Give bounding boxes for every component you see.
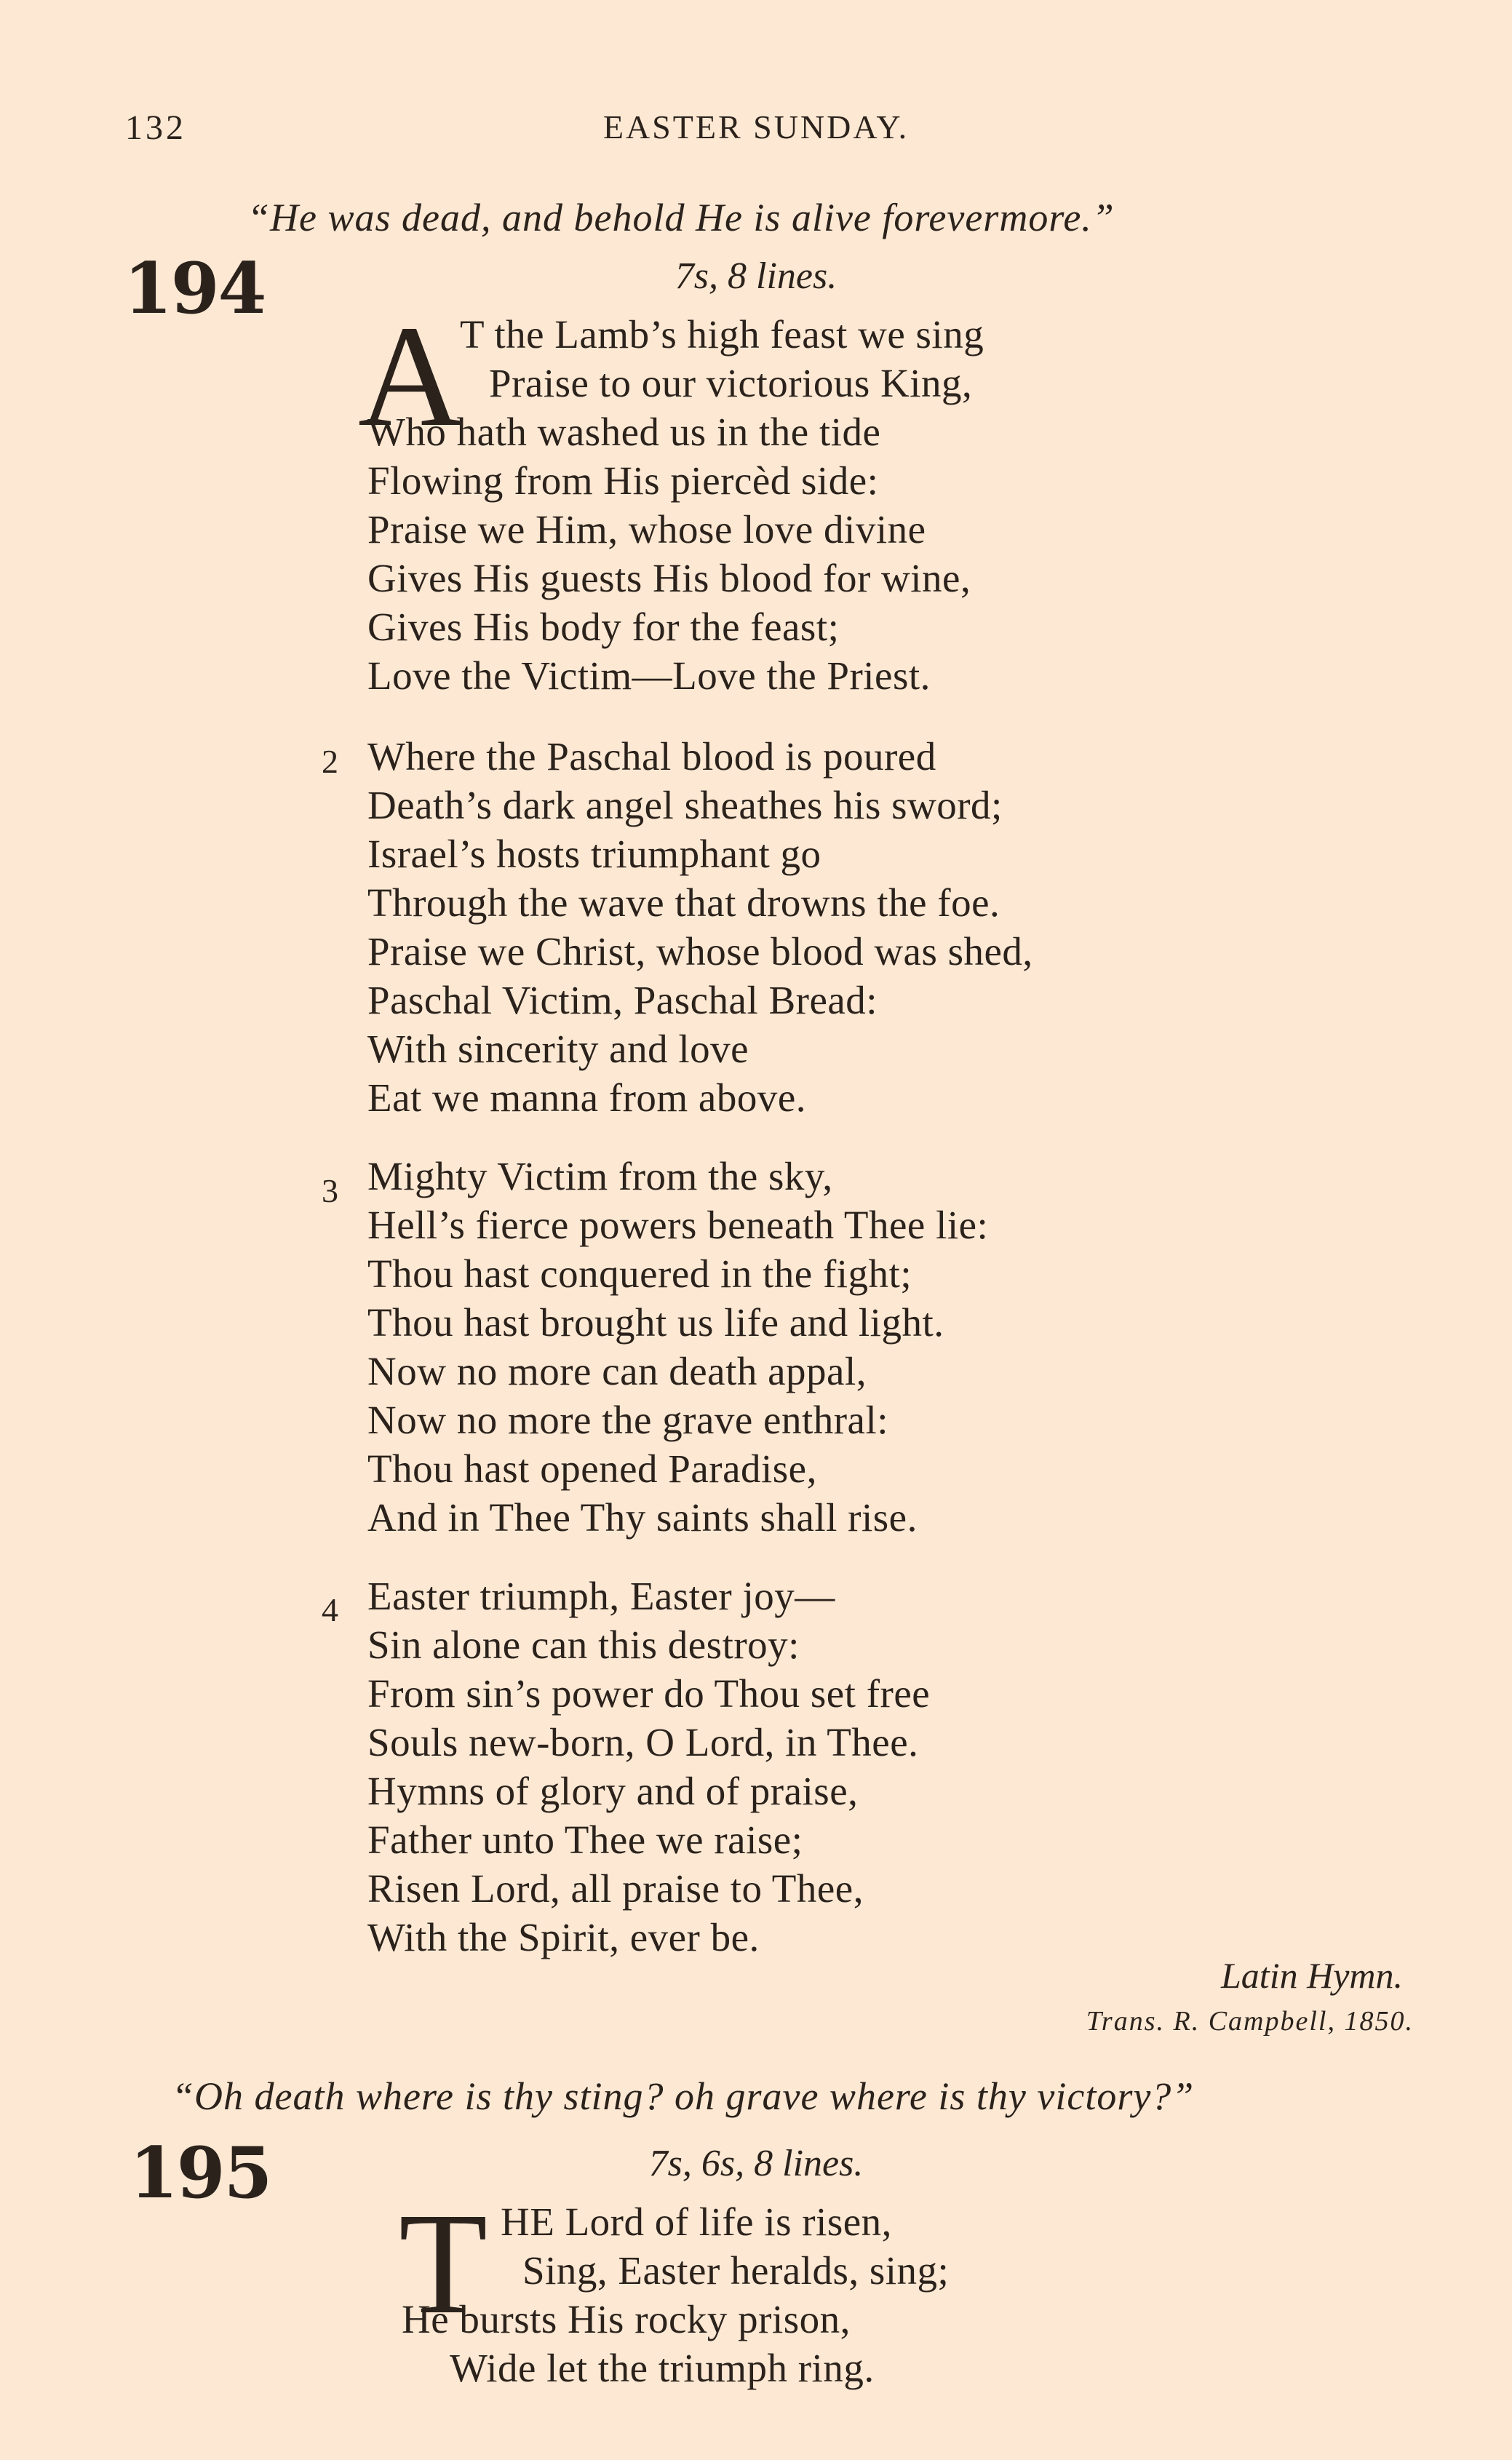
hymn-194-s1-line: Praise we Him, whose love divine <box>367 507 926 552</box>
hymn-194-meter: 7s, 8 lines. <box>675 255 837 297</box>
hymn-194-s4-line: Easter triumph, Easter joy— <box>367 1574 835 1618</box>
hymn-194-first-line: T the Lamb’s high feast we sing <box>460 312 984 357</box>
hymn-195-meter: 7s, 6s, 8 lines. <box>648 2143 864 2184</box>
hymn-194-s3-line: Thou hast conquered in the fight; <box>367 1251 912 1296</box>
stanza-number: 3 <box>322 1172 338 1209</box>
hymn-194-s4-line: Souls new-born, O Lord, in Thee. <box>367 1720 919 1764</box>
hymn-194-s4-line: Hymns of glory and of praise, <box>367 1769 859 1813</box>
hymn-194-s2-line: Through the wave that drowns the foe. <box>367 880 1000 925</box>
hymn-194-s1-line: Gives His body for the feast; <box>367 605 840 649</box>
hymn-195-line: Sing, Easter heralds, sing; <box>522 2248 950 2293</box>
hymn-195-drop-cap: T <box>399 2184 488 2344</box>
hymn-194-s2-line: Where the Paschal blood is poured <box>367 734 936 779</box>
hymn-194-s4-line: Father unto Thee we raise; <box>367 1818 803 1862</box>
hymn-195-number: 195 <box>130 2132 271 2214</box>
hymn-194-s1-line: Love the Victim—Love the Priest. <box>367 653 931 698</box>
hymn-194-s3-line: Hell’s fierce powers beneath Thee lie: <box>367 1203 989 1247</box>
page-number: 132 <box>125 108 186 147</box>
hymn-194-s2-line: With sincerity and love <box>367 1027 749 1071</box>
hymn-194-s1-line: Praise to our victorious King, <box>489 361 973 405</box>
hymn-194-s2-line: Paschal Victim, Paschal Bread: <box>367 978 878 1022</box>
hymn-194-s4-line: From sin’s power do Thou set free <box>367 1671 931 1716</box>
hymn-194-number: 194 <box>124 247 266 330</box>
stanza-number: 4 <box>322 1591 338 1628</box>
hymn-195-line: He bursts His rocky prison, <box>402 2297 851 2341</box>
hymn-194-s4-line: Sin alone can this destroy: <box>367 1623 800 1667</box>
hymn-195-line: Wide let the triumph ring. <box>450 2346 875 2390</box>
hymn-194-s1-line: Flowing from His piercèd side: <box>367 458 879 503</box>
hymn-194-s3-line: Now no more the grave enthral: <box>367 1398 889 1442</box>
hymn-194-s3-line: Thou hast opened Paradise, <box>367 1446 817 1491</box>
hymn-194-s2-line: Death’s dark angel sheathes his sword; <box>367 783 1003 827</box>
hymn-194-s3-line: Thou hast brought us life and light. <box>367 1300 944 1345</box>
hymn-194-s3-line: Now no more can death appal, <box>367 1349 867 1393</box>
running-title: EASTER SUNDAY. <box>602 108 910 146</box>
hymn-194-s3-line: Mighty Victim from the sky, <box>367 1154 833 1198</box>
hymn-194-s3-line: And in Thee Thy saints shall rise. <box>367 1495 918 1540</box>
hymn-194-s2-line: Israel’s hosts triumphant go <box>367 832 821 876</box>
hymn-194-translator: Trans. R. Campbell, 1850. <box>1086 2006 1414 2037</box>
hymn-194-s2-line: Praise we Christ, whose blood was shed, <box>367 929 1033 974</box>
hymn-194-s1-line: Gives His guests His blood for wine, <box>367 556 971 600</box>
hymn-194-s1-line: Who hath washed us in the tide <box>367 410 881 454</box>
stanza-number: 2 <box>322 743 338 780</box>
hymn-195-epigraph: “Oh death where is thy sting? oh grave where is thy victory?” <box>172 2074 1195 2118</box>
hymn-194-attribution: Latin Hymn. <box>1221 1955 1403 1996</box>
hymn-194-s4-line: Risen Lord, all praise to Thee, <box>367 1866 864 1911</box>
hymn-194-s4-line: With the Spirit, ever be. <box>367 1915 760 1959</box>
hymn-194-s2-line: Eat we manna from above. <box>367 1075 807 1120</box>
hymn-194-drop-cap: A <box>358 296 463 457</box>
hymn-195-first-line: HE Lord of life is risen, <box>501 2200 892 2244</box>
hymn-194-epigraph: “He was dead, and behold He is alive forevermore.” <box>247 196 1115 239</box>
